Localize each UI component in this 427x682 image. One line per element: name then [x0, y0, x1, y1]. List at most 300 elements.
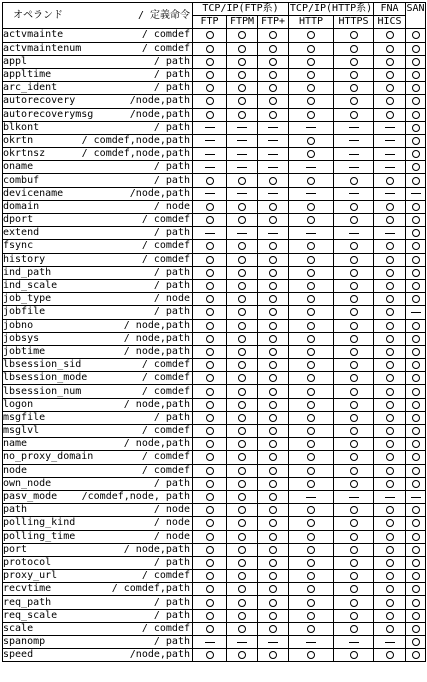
support-cell-ftpm [227, 266, 258, 279]
operand-definition: / node [153, 293, 190, 305]
supported-icon [386, 335, 394, 343]
supported-icon [386, 282, 394, 290]
support-cell-ftpplus [258, 29, 289, 42]
operand-cell [3, 214, 193, 227]
supported-icon [238, 269, 246, 277]
supported-icon [307, 150, 315, 158]
support-cell-san [406, 121, 426, 134]
supported-icon [269, 414, 277, 422]
support-cell-ftpm [227, 596, 258, 609]
table-row [3, 451, 426, 464]
operand-definition: /node,path [129, 108, 190, 120]
support-cell-https [334, 636, 374, 649]
unsupported-icon [237, 167, 247, 168]
support-cell-ftpplus [258, 82, 289, 95]
support-cell-ftp [193, 411, 227, 424]
supported-icon [412, 31, 420, 39]
supported-icon [206, 111, 214, 119]
table-row [3, 148, 426, 161]
definition-label: / 定義命令 [137, 9, 190, 21]
unsupported-icon [349, 127, 359, 128]
operand-name: autorecoverymsg [3, 108, 94, 120]
supported-icon [269, 242, 277, 250]
unsupported-icon [268, 233, 278, 234]
operand-cell [3, 517, 193, 530]
unsupported-icon [205, 193, 215, 194]
table-row [3, 438, 426, 451]
support-cell-ftpplus [258, 68, 289, 81]
supported-icon [412, 282, 420, 290]
supported-icon [412, 625, 420, 633]
support-cell-ftpm [227, 649, 258, 662]
support-cell-https [334, 108, 374, 121]
support-cell-ftp [193, 293, 227, 306]
unsupported-icon [411, 312, 421, 313]
support-cell-hics [374, 82, 406, 95]
table-row [3, 372, 426, 385]
operand-definition: / comdef,path [111, 583, 190, 595]
supported-icon [307, 612, 315, 620]
support-cell-http [289, 609, 334, 622]
supported-icon [412, 467, 420, 475]
supported-icon [386, 533, 394, 541]
support-cell-http [289, 543, 334, 556]
support-cell-https [334, 649, 374, 662]
unsupported-icon [205, 154, 215, 155]
supported-icon [269, 31, 277, 39]
supported-icon [386, 348, 394, 356]
support-cell-san [406, 477, 426, 490]
unsupported-icon [237, 193, 247, 194]
operand-definition: / comdef [141, 425, 190, 437]
supported-icon [206, 295, 214, 303]
support-cell-ftpm [227, 279, 258, 292]
supported-icon [206, 361, 214, 369]
support-cell-ftpplus [258, 332, 289, 345]
supported-icon [269, 177, 277, 185]
operand-cell [3, 187, 193, 200]
support-cell-ftpm [227, 174, 258, 187]
support-cell-san [406, 451, 426, 464]
table-row [3, 29, 426, 42]
supported-icon [350, 453, 358, 461]
support-cell-ftpplus [258, 359, 289, 372]
support-cell-san [406, 174, 426, 187]
operand-definition: / comdef,node,path [81, 148, 190, 160]
support-cell-ftp [193, 649, 227, 662]
support-cell-http [289, 240, 334, 253]
support-cell-https [334, 306, 374, 319]
supported-icon [238, 242, 246, 250]
operand-definition: / comdef [141, 385, 190, 397]
operand-definition: / path [153, 411, 190, 423]
unsupported-icon [349, 140, 359, 141]
support-cell-ftp [193, 279, 227, 292]
col-ftpplus-header: FTP+ [258, 16, 289, 29]
supported-icon [307, 467, 315, 475]
unsupported-icon [411, 193, 421, 194]
supported-icon [412, 322, 420, 330]
support-cell-hics [374, 543, 406, 556]
operand-name: port [3, 543, 28, 555]
supported-icon [386, 546, 394, 554]
support-cell-hics [374, 134, 406, 147]
supported-icon [307, 71, 315, 79]
supported-icon [307, 401, 315, 409]
supported-icon [307, 519, 315, 527]
supported-icon [412, 453, 420, 461]
table-row [3, 187, 426, 200]
support-cell-https [334, 504, 374, 517]
support-cell-ftpplus [258, 398, 289, 411]
support-cell-ftpplus [258, 161, 289, 174]
supported-icon [412, 335, 420, 343]
support-cell-ftp [193, 174, 227, 187]
support-cell-https [334, 477, 374, 490]
operand-definition: / path [153, 69, 190, 81]
operand-name: okrtnsz [3, 148, 46, 160]
support-cell-hics [374, 187, 406, 200]
support-cell-https [334, 583, 374, 596]
operand-cell [3, 649, 193, 662]
operand-name: extend [3, 227, 40, 239]
operand-definition: / node,path [123, 438, 190, 450]
supported-icon [238, 308, 246, 316]
support-cell-ftp [193, 134, 227, 147]
col-ftpm-header: FTPM [227, 16, 258, 29]
supported-icon [386, 203, 394, 211]
table-row [3, 266, 426, 279]
supported-icon [307, 242, 315, 250]
support-cell-ftpm [227, 55, 258, 68]
supported-icon [386, 256, 394, 264]
supported-icon [238, 256, 246, 264]
supported-icon [206, 533, 214, 541]
supported-icon [350, 97, 358, 105]
supported-icon [350, 546, 358, 554]
support-cell-san [406, 187, 426, 200]
operand-name: jobtime [3, 345, 46, 357]
support-cell-hics [374, 148, 406, 161]
table-row [3, 42, 426, 55]
supported-icon [350, 348, 358, 356]
supported-icon [350, 427, 358, 435]
supported-icon [412, 401, 420, 409]
supported-icon [386, 97, 394, 105]
supported-icon [206, 506, 214, 514]
supported-icon [350, 559, 358, 567]
support-cell-https [334, 293, 374, 306]
operand-name: actvmaintenum [3, 42, 82, 54]
supported-icon [386, 58, 394, 66]
supported-icon [238, 97, 246, 105]
supported-icon [412, 242, 420, 250]
support-cell-ftpplus [258, 55, 289, 68]
supported-icon [386, 585, 394, 593]
operand-cell [3, 266, 193, 279]
table-row [3, 556, 426, 569]
support-cell-ftpm [227, 29, 258, 42]
group-ftp-header: TCP/IP(FTP系) [193, 3, 289, 16]
supported-icon [206, 256, 214, 264]
operand-definition: / comdef [141, 359, 190, 371]
operand-definition: / comdef [141, 42, 190, 54]
col-https-header: HTTPS [334, 16, 374, 29]
table-row [3, 609, 426, 622]
table-row [3, 161, 426, 174]
supported-icon [412, 163, 420, 171]
support-cell-ftpplus [258, 187, 289, 200]
support-cell-ftpplus [258, 438, 289, 451]
operand-definition: / path [153, 280, 190, 292]
support-cell-ftp [193, 583, 227, 596]
support-cell-http [289, 187, 334, 200]
operand-definition: / comdef [141, 240, 190, 252]
supported-icon [269, 546, 277, 554]
support-cell-hics [374, 438, 406, 451]
support-cell-hics [374, 95, 406, 108]
operand-definition: / path [153, 477, 190, 489]
support-cell-ftpplus [258, 121, 289, 134]
support-cell-https [334, 451, 374, 464]
support-cell-ftp [193, 95, 227, 108]
supported-icon [206, 625, 214, 633]
supported-icon [350, 177, 358, 185]
operand-name: jobno [3, 319, 34, 331]
operand-name: logon [3, 398, 34, 410]
supported-icon [206, 651, 214, 659]
supported-icon [386, 269, 394, 277]
supported-icon [269, 599, 277, 607]
support-cell-https [334, 319, 374, 332]
supported-icon [307, 533, 315, 541]
support-cell-san [406, 68, 426, 81]
operand-name: node [3, 464, 28, 476]
support-cell-ftpm [227, 293, 258, 306]
unsupported-icon [385, 154, 395, 155]
supported-icon [269, 388, 277, 396]
supported-icon [307, 137, 315, 145]
operand-cell [3, 425, 193, 438]
support-cell-ftpm [227, 464, 258, 477]
support-cell-san [406, 29, 426, 42]
supported-icon [269, 111, 277, 119]
supported-icon [386, 453, 394, 461]
support-cell-ftpm [227, 359, 258, 372]
unsupported-icon [268, 642, 278, 643]
operand-cell [3, 438, 193, 451]
supported-icon [238, 559, 246, 567]
operand-cell [3, 556, 193, 569]
support-cell-ftp [193, 266, 227, 279]
support-cell-ftpplus [258, 517, 289, 530]
support-cell-san [406, 345, 426, 358]
supported-icon [350, 519, 358, 527]
supported-icon [238, 612, 246, 620]
unsupported-icon [385, 497, 395, 498]
support-cell-ftpm [227, 253, 258, 266]
support-cell-https [334, 266, 374, 279]
supported-icon [386, 651, 394, 659]
supported-icon [269, 256, 277, 264]
support-cell-hics [374, 425, 406, 438]
supported-icon [269, 335, 277, 343]
support-cell-ftpplus [258, 530, 289, 543]
support-cell-hics [374, 108, 406, 121]
supported-icon [269, 322, 277, 330]
supported-icon [412, 269, 420, 277]
supported-icon [238, 625, 246, 633]
supported-icon [238, 533, 246, 541]
operand-name: name [3, 438, 28, 450]
supported-icon [238, 519, 246, 527]
support-cell-hics [374, 279, 406, 292]
supported-icon [307, 58, 315, 66]
support-cell-san [406, 438, 426, 451]
support-cell-ftpplus [258, 583, 289, 596]
table-body [3, 29, 426, 662]
support-cell-http [289, 279, 334, 292]
support-cell-https [334, 398, 374, 411]
support-cell-san [406, 240, 426, 253]
support-cell-hics [374, 477, 406, 490]
operand-cell [3, 398, 193, 411]
supported-icon [206, 453, 214, 461]
support-cell-http [289, 649, 334, 662]
unsupported-icon [268, 167, 278, 168]
support-cell-ftp [193, 609, 227, 622]
support-cell-http [289, 556, 334, 569]
support-cell-ftpm [227, 411, 258, 424]
operand-cell [3, 95, 193, 108]
support-cell-hics [374, 596, 406, 609]
table-row [3, 293, 426, 306]
support-cell-https [334, 490, 374, 503]
support-cell-ftp [193, 451, 227, 464]
support-cell-ftpplus [258, 200, 289, 213]
supported-icon [307, 546, 315, 554]
operand-definition: /node,path [129, 95, 190, 107]
table-row [3, 464, 426, 477]
support-cell-hics [374, 42, 406, 55]
support-cell-san [406, 266, 426, 279]
supported-icon [412, 97, 420, 105]
supported-icon [386, 427, 394, 435]
table-row [3, 95, 426, 108]
supported-icon [412, 599, 420, 607]
supported-icon [238, 45, 246, 53]
operand-definition: / comdef [141, 451, 190, 463]
supported-icon [206, 269, 214, 277]
support-cell-hics [374, 332, 406, 345]
support-cell-san [406, 55, 426, 68]
support-cell-http [289, 68, 334, 81]
support-cell-ftpm [227, 490, 258, 503]
operand-definition: / node,path [123, 543, 190, 555]
support-cell-ftpm [227, 345, 258, 358]
supported-icon [307, 388, 315, 396]
support-cell-san [406, 319, 426, 332]
support-cell-http [289, 134, 334, 147]
supported-icon [350, 467, 358, 475]
supported-icon [269, 97, 277, 105]
unsupported-icon [205, 642, 215, 643]
support-cell-http [289, 95, 334, 108]
table-row [3, 490, 426, 503]
support-cell-https [334, 359, 374, 372]
support-cell-san [406, 583, 426, 596]
support-cell-ftpm [227, 398, 258, 411]
operand-definition: / node,path [123, 319, 190, 331]
supported-icon [238, 493, 246, 501]
support-cell-https [334, 148, 374, 161]
operand-cell [3, 359, 193, 372]
table-row [3, 543, 426, 556]
supported-icon [269, 467, 277, 475]
support-cell-ftpplus [258, 372, 289, 385]
support-cell-http [289, 425, 334, 438]
table-row [3, 530, 426, 543]
supported-icon [350, 269, 358, 277]
supported-icon [206, 322, 214, 330]
support-cell-san [406, 279, 426, 292]
unsupported-icon [268, 140, 278, 141]
operand-name: appltime [3, 69, 52, 81]
supported-icon [307, 216, 315, 224]
support-cell-hics [374, 214, 406, 227]
support-cell-ftpm [227, 530, 258, 543]
support-cell-ftp [193, 504, 227, 517]
support-cell-ftpm [227, 385, 258, 398]
supported-icon [350, 335, 358, 343]
supported-icon [269, 203, 277, 211]
support-cell-ftpm [227, 425, 258, 438]
supported-icon [269, 282, 277, 290]
support-cell-ftp [193, 490, 227, 503]
supported-icon [350, 572, 358, 580]
support-cell-ftp [193, 108, 227, 121]
supported-icon [412, 84, 420, 92]
operand-cell [3, 477, 193, 490]
support-cell-ftp [193, 227, 227, 240]
support-cell-san [406, 200, 426, 213]
support-cell-hics [374, 570, 406, 583]
operand-cell [3, 543, 193, 556]
support-cell-san [406, 306, 426, 319]
supported-icon [307, 585, 315, 593]
operand-cell [3, 490, 193, 503]
support-cell-san [406, 214, 426, 227]
unsupported-icon [411, 497, 421, 498]
support-cell-ftpm [227, 95, 258, 108]
supported-icon [206, 242, 214, 250]
support-cell-https [334, 55, 374, 68]
support-cell-san [406, 42, 426, 55]
unsupported-icon [237, 233, 247, 234]
supported-icon [386, 308, 394, 316]
operand-name: jobsys [3, 332, 40, 344]
supported-icon [206, 177, 214, 185]
supported-icon [412, 361, 420, 369]
operand-cell [3, 227, 193, 240]
supported-icon [350, 585, 358, 593]
supported-icon [238, 427, 246, 435]
table-row [3, 279, 426, 292]
supported-icon [269, 45, 277, 53]
operand-name: arc_ident [3, 82, 58, 94]
supported-icon [307, 348, 315, 356]
operand-definition: / path [153, 266, 190, 278]
